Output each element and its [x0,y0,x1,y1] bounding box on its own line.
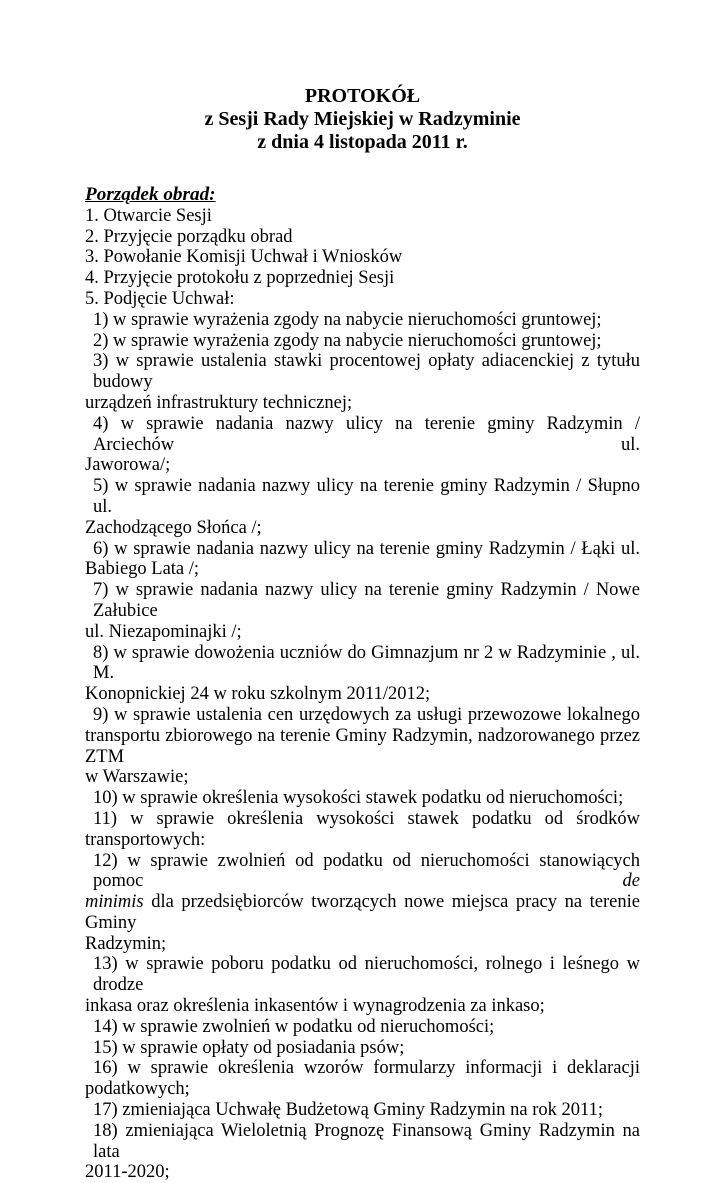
document-line: urządzeń infrastruktury technicznej; [85,392,353,413]
agenda-item [85,539,640,581]
document-line: 9) w sprawie ustalenia cen urzędowych za usługi przewozowe lokalnego [93,704,640,725]
agenda-item [85,1038,640,1059]
agenda-item [85,247,640,268]
document-title [85,85,640,154]
agenda-item [85,1121,640,1183]
agenda-item [85,1100,640,1121]
title-line-3: z dnia 4 listopada 2011 r. [257,131,468,153]
agenda-item [85,268,640,289]
agenda-item [85,1058,640,1100]
document-line: 18) zmieniająca Wieloletnią Prognozę Finansową Gminy Radzymin na lata [93,1120,640,1162]
document-line: 16) w sprawie określenia wzorów formularzy informacji i deklaracji [93,1058,640,1079]
agenda-items [85,206,640,1183]
document-line: Babiego Lata /; [85,559,200,580]
document-line: transportowych: [85,829,206,850]
document-line: w Warszawie; [85,767,189,788]
agenda-item [85,643,640,705]
agenda-item [85,351,640,413]
document-line: podatkowych; [85,1079,190,1100]
document-line: 5. Podjęcie Uchwał: [85,288,235,309]
title-line-2: z Sesji Rady Miejskiej w Radzyminie [204,108,521,130]
document-content [85,85,640,1183]
document-line: 2) w sprawie wyrażenia zgody na nabycie nieruchomości gruntowej; [93,330,602,351]
document-line: 5) w sprawie nadania nazwy ulicy na terenie gminy Radzymin / Słupno ul. [93,476,640,517]
agenda-item [85,206,640,227]
agenda-item [85,227,640,248]
document-line: 6) w sprawie nadania nazwy ulicy na terenie gminy Radzymin / Łąki ul. [93,538,640,559]
document-line: 7) w sprawie nadania nazwy ulicy na terenie gminy Radzymin / Nowe Załubice [93,580,640,621]
document-line: 4) w sprawie nadania nazwy ulicy na terenie gminy Radzymin / Arciechów ul. [93,413,640,455]
title-line-1: PROTOKÓŁ [304,85,421,107]
document-line: minimis dla przedsiębiorców tworzących nowe miejsca pracy na terenie Gminy [85,892,640,933]
document-line: 4. Przyjęcie protokołu z poprzedniej Sesji [85,268,395,289]
document-line: 15) w sprawie opłaty od posiadania psów; [93,1037,405,1058]
document-line: Zachodzącego Słońca /; [85,517,262,538]
document-line: 11) w sprawie określenia wysokości stawek podatku od środków [93,808,640,829]
document-line: 1) w sprawie wyrażenia zgody na nabycie nieruchomości gruntowej; [93,309,602,330]
agenda-item [85,1017,640,1038]
document-line: 12) w sprawie zwolnień od podatku od nieruchomości stanowiących pomoc de [93,850,640,892]
document-line: 3) w sprawie ustalenia stawki procentowej opłaty adiacenckiej z tytułu budowy [93,351,640,393]
document-line: 8) w sprawie dowożenia uczniów do Gimnazjum nr 2 w Radzyminie , ul. M. [93,642,640,684]
document-line: 2. Przyjęcie porządku obrad [85,226,293,247]
document-line: 17) zmieniająca Uchwałę Budżetową Gminy Radzymin na rok 2011; [93,1100,603,1121]
agenda-item [85,289,640,310]
agenda-item [85,809,640,851]
document-line: 1. Otwarcie Sesji [85,205,212,226]
document-line: 14) w sprawie zwolnień w podatku od nieruchomości; [93,1016,495,1037]
document-line: Jaworowa/; [85,455,171,476]
agenda-heading: Porządek obrad: [85,184,216,205]
document-line: Konopnickiej 24 w roku szkolnym 2011/2012; [85,684,431,705]
agenda-item [85,310,640,331]
agenda-item [85,331,640,352]
document-line: Radzymin; [85,933,167,954]
document-line: transportu zbiorowego na terenie Gminy Radzymin, nadzorowanego przez ZTM [85,725,640,767]
document-line: ul. Niezapominajki /; [85,621,242,642]
document-line: 3. Powołanie Komisji Uchwał i Wniosków [85,247,403,268]
document-line: 10) w sprawie określenia wysokości stawek podatku od nieruchomości; [93,788,624,809]
agenda-item [85,580,640,642]
agenda-item [85,954,640,1016]
document-line: 2011-2020; [85,1162,170,1183]
document-line: inkasa oraz określenia inkasentów i wynagrodzenia za inkaso; [85,996,545,1017]
agenda-item [85,705,640,788]
agenda-item [85,851,640,955]
agenda-item [85,788,640,809]
document-line: 13) w sprawie poboru podatku od nieruchomości, rolnego i leśnego w drodze [93,954,640,996]
agenda-item [85,414,640,476]
agenda-item [85,476,640,538]
